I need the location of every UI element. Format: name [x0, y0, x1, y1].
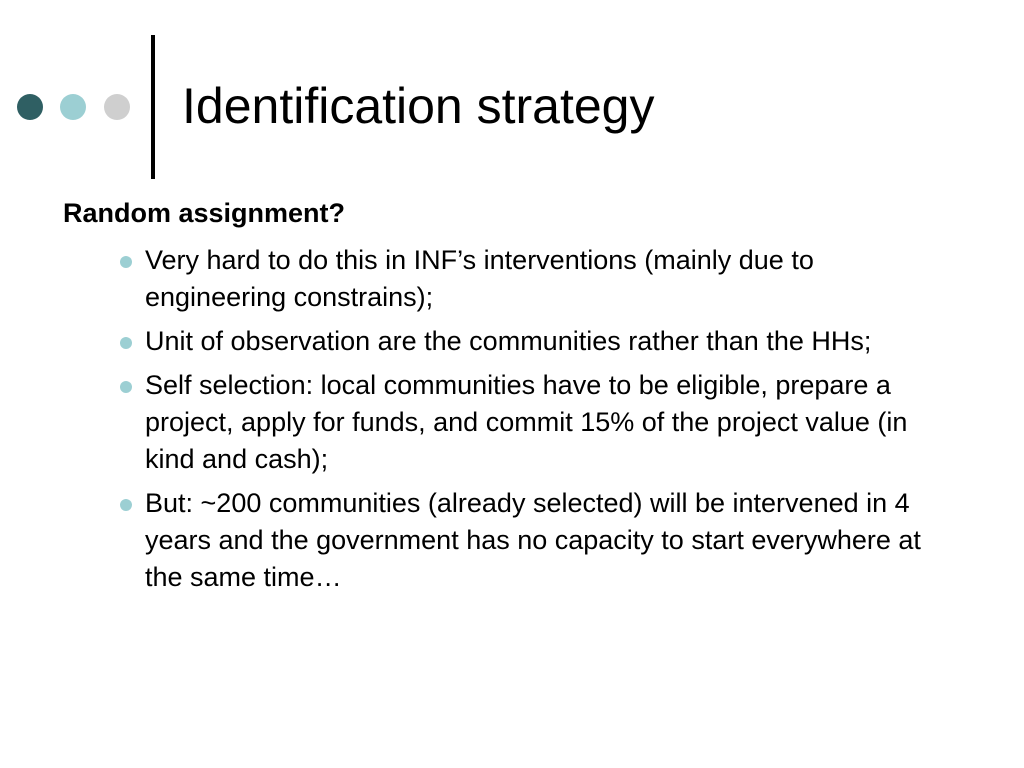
bullet-list	[118, 242, 958, 603]
title-divider	[151, 35, 155, 179]
bullet-dot-icon	[120, 256, 132, 268]
bullet-dot-icon	[120, 381, 132, 393]
slide-title: Identification strategy	[182, 78, 655, 134]
bullet-text: Unit of observation are the communities rather than the HHs;	[145, 326, 872, 356]
bullet-dot-icon	[120, 337, 132, 349]
bullet-item	[118, 242, 958, 316]
bullet-item	[118, 323, 958, 360]
bullet-text: But: ~200 communities (already selected) will be intervened in 4 years and the government has no capacity to start everywhere at the same time…	[145, 488, 921, 592]
decorative-dark-teal-dot	[17, 94, 43, 120]
decorative-light-teal-dot	[60, 94, 86, 120]
bullet-text: Very hard to do this in INF’s interventions (mainly due to engineering constrains);	[145, 245, 814, 312]
section-heading: Random assignment?	[63, 198, 346, 228]
bullet-item	[118, 485, 958, 596]
bullet-item	[118, 367, 958, 478]
decorative-gray-dot	[104, 94, 130, 120]
bullet-dot-icon	[120, 499, 132, 511]
bullet-text: Self selection: local communities have to be eligible, prepare a project, apply for funds, and commit 15% of the project value (in kind and cash);	[145, 370, 908, 474]
